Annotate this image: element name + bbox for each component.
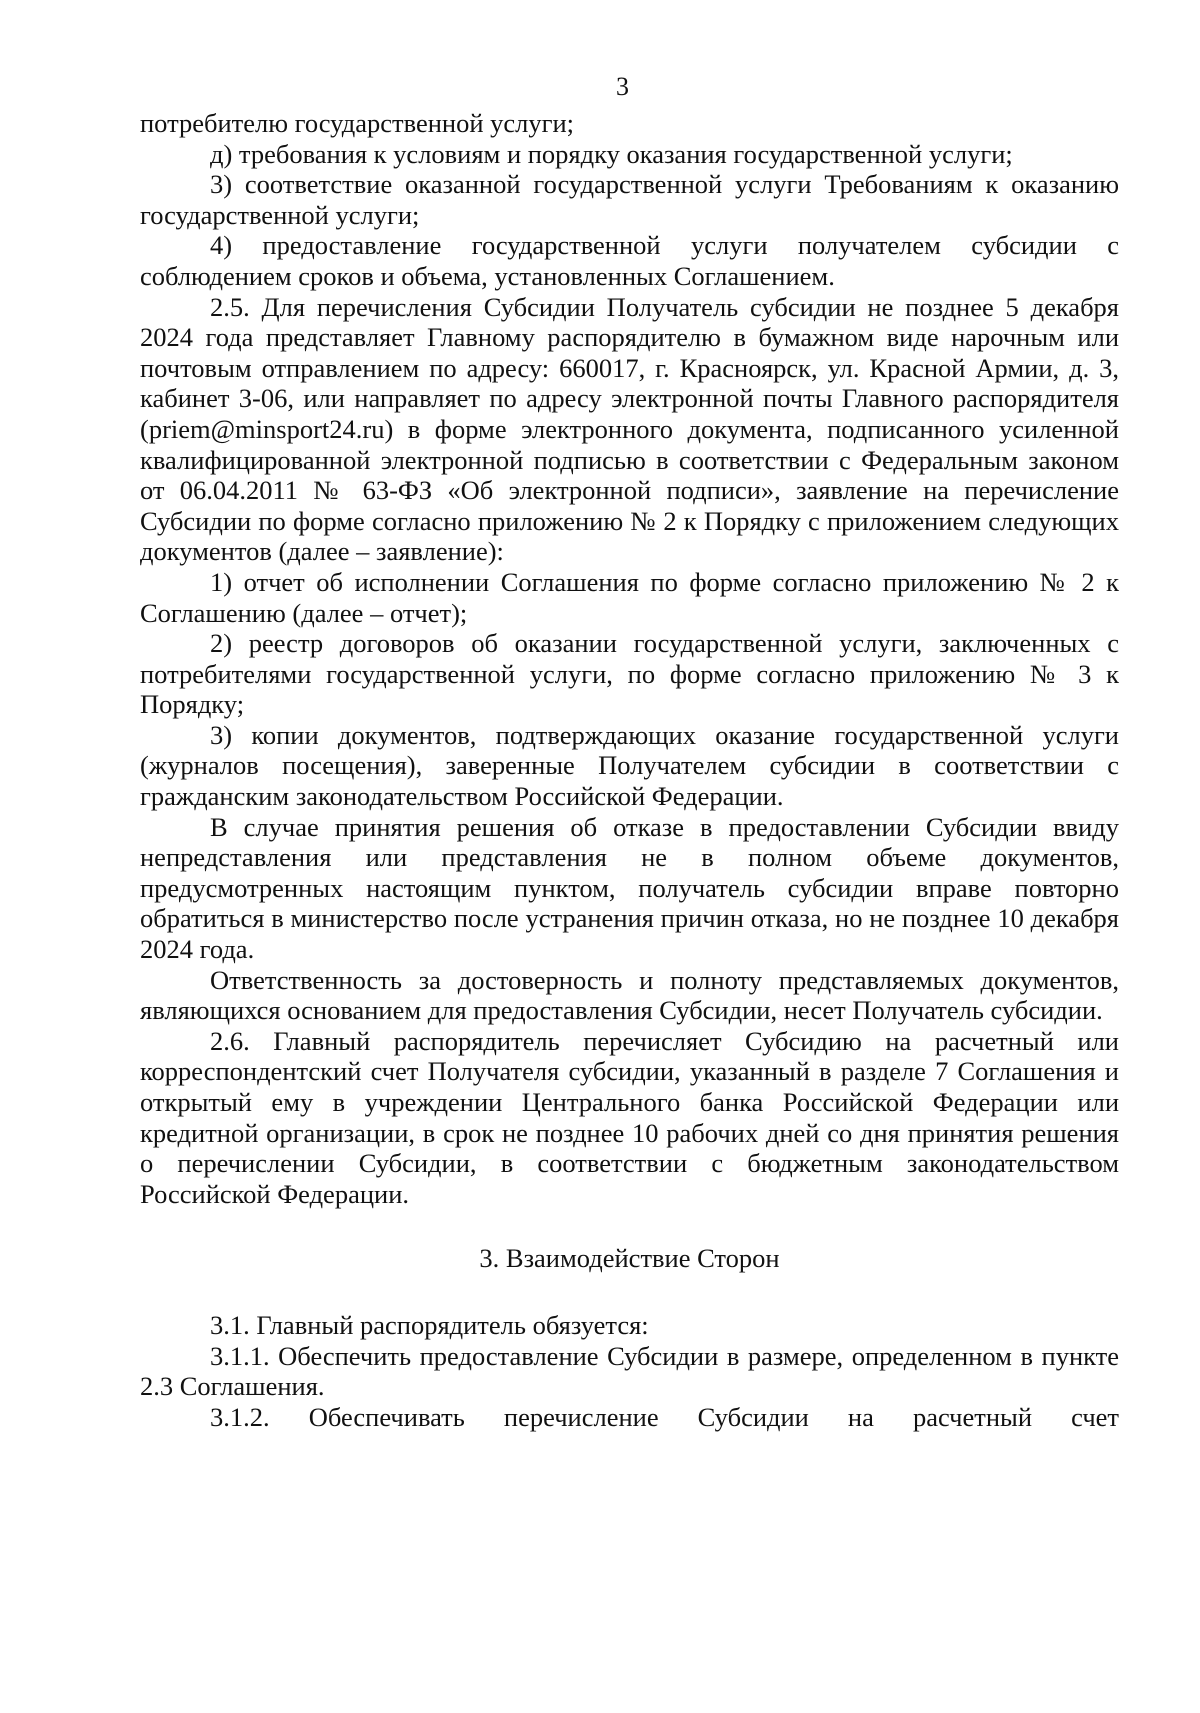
paragraph-2-6: 2.6. Главный распорядитель перечисляет Субсидию на расчетный или корреспондентский счет Получателя субсидии, указанный в разделе 7 Соглашения и открытый ему в учреждении Центрального банка Российской Федерации или кредитной организации, в срок не позднее 10 рабочих дней со дня принятия решения о перечислении Субсидии, в соответствии с бюджетным законодательством Российской Федерации. [140, 1025, 1119, 1209]
paragraph-3-1-2: 3.1.2. Обеспечивать перечисление Субсидии на расчетный счет [210, 1401, 1119, 1432]
paragraph-item-3: 3) соответствие оказанной государственной услуги Требованиям к оказанию государственной услуги; [140, 169, 1119, 230]
document-body [140, 108, 1119, 1432]
paragraph-continuation: потребителю государственной услуги; [140, 108, 575, 138]
paragraph-2-5: 2.5. Для перечисления Субсидии Получатель субсидии не позднее 5 декабря 2024 года представляет Главному распорядителю в бумажном виде нарочным или почтовым отправлением по адресу: 660017, г. Красноярск, ул. Красной Армии, д. 3, кабинет 3-06, или направляет по адресу электронной почты Главного распорядителя (priem@minsport24.ru) в форме электронного документа, подписанного усиленной квалифицированной электронной подписью в соответствии с Федеральным законом от 06.04.2011 № 63-ФЗ «Об электронной подписи», заявление на перечисление Субсидии по форме согласно приложению № 2 к Порядку с приложением следующих документов (далее – заявление): [140, 291, 1119, 567]
page-number: 3 [616, 72, 629, 101]
paragraph-3-1-1: 3.1.1. Обеспечить предоставление Субсидии в размере, определенном в пункте 2.3 Соглашения. [140, 1340, 1119, 1402]
paragraph-list-3: 3) копии документов, подтверждающих оказание государственной услуги (журналов посещения), заверенные Получателем субсидии в соответствии с гражданским законодательством Российской Федерации. [140, 719, 1119, 812]
paragraph-responsibility: Ответственность за достоверность и полноту представляемых документов, являющихся основанием для предоставления Субсидии, несет Получатель субсидии. [140, 964, 1119, 1026]
paragraph-3-1: 3.1. Главный распорядитель обязуется: [210, 1309, 649, 1340]
paragraph-list-1: 1) отчет об исполнении Соглашения по форме согласно приложению № 2 к Соглашению (далее – отчет); [140, 566, 1119, 628]
paragraph-item-4: 4) предоставление государственной услуги получателем субсидии с соблюдением сроков и объема, установленных Соглашением. [140, 230, 1119, 291]
paragraph-refusal: В случае принятия решения об отказе в предоставлении Субсидии ввиду непредставления или представления не в полном объеме документов, предусмотренных настоящим пунктом, получатель субсидии вправе повторно обратиться в министерство после устранения причин отказа, но не позднее 10 декабря 2024 года. [140, 811, 1119, 965]
paragraph-item-d: д) требования к условиям и порядку оказания государственной услуги; [210, 138, 1013, 169]
section-heading: 3. Взаимодействие Сторон [479, 1243, 780, 1274]
paragraph-list-2: 2) реестр договоров об оказании государственной услуги, заключенных с потребителями государственной услуги, по форме согласно приложению № 3 к Порядку; [140, 628, 1119, 720]
